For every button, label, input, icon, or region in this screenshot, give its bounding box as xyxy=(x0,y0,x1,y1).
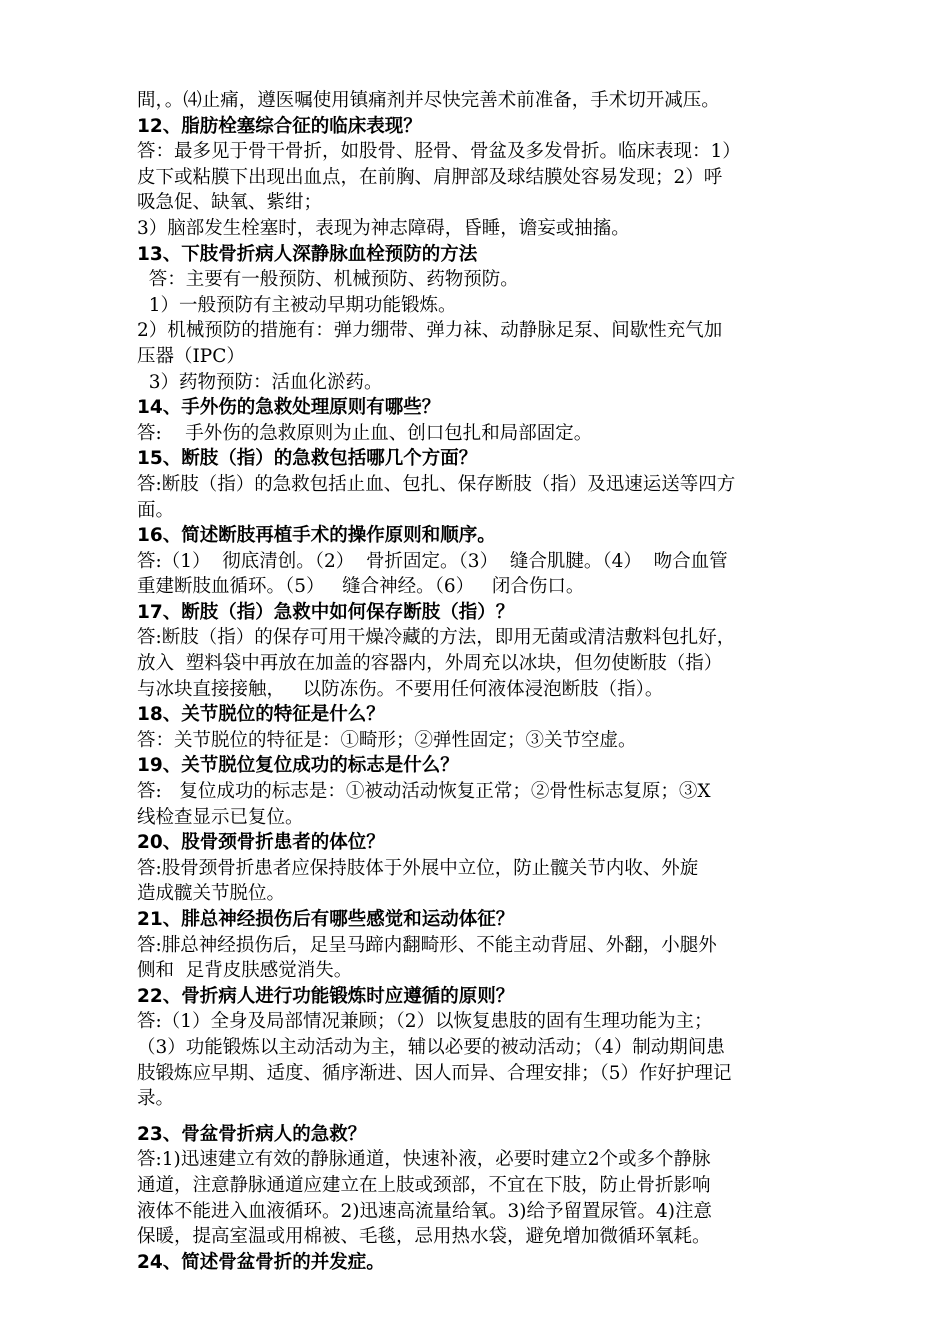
answer-line: 与冰块直接接触， 以防冻伤。不要用任何液体浸泡断肢（指）。 xyxy=(137,678,664,700)
answer-line: 答:腓总神经损伤后，足呈马蹄内翻畸形、不能主动背屈、外翻，小腿外 xyxy=(137,934,717,956)
answer-line: 肢锻炼应早期、适度、循序渐进、因人而异、合理安排；（5）作好护理记 xyxy=(137,1062,732,1084)
question-heading: 17、断肢（指）急救中如何保存断肢（指）？ xyxy=(137,601,515,623)
answer-line: 答:股骨颈骨折患者应保持肢体于外展中立位，防止髋关节内收、外旋 xyxy=(137,857,699,879)
answer-line: 压器（IPC） xyxy=(137,345,245,367)
answer-line: 吸急促、缺氧、紫绀； xyxy=(137,192,323,214)
question-heading: 20、股骨颈骨折患者的体位？ xyxy=(137,832,385,854)
document-page xyxy=(137,88,827,1275)
answer-line: 2）机械预防的措施有：弹力绷带、弹力袜、动静脉足泵、间歇性充气加 xyxy=(137,320,723,342)
answer-line: 录。 xyxy=(137,1088,175,1110)
question-heading: 14、手外伤的急救处理原则有哪些？ xyxy=(137,397,441,419)
answer-line: 通道，注意静脉通道应建立在上肢或颈部，不宜在下肢，防止骨折影响 xyxy=(137,1174,711,1196)
answer-line: 侧和 足背皮肤感觉消失。 xyxy=(137,960,353,982)
answer-line: 答：关节脱位的特征是：①畸形；②弹性固定；③关节空虚。 xyxy=(137,729,637,751)
answer-line: 重建断肢血循环。（5） 缝合神经。（6） 闭合伤口。 xyxy=(137,576,585,598)
answer-line: 面。 xyxy=(137,499,175,521)
answer-line: 皮下或粘膜下出现出血点，在前胸、肩胛部及球结膜处容易发现；2）呼 xyxy=(137,166,723,188)
question-heading: 19、关节脱位复位成功的标志是什么？ xyxy=(137,755,459,777)
answer-line: 答: 复位成功的标志是：①被动活动恢复正常；②骨性标志复原；③X xyxy=(137,781,711,803)
answer-line: 线检查显示已复位。 xyxy=(137,806,304,828)
answer-line: 答：最多见于骨干骨折，如股骨、胫骨、骨盆及多发骨折。临床表现：1） xyxy=(137,141,741,163)
answer-line: 答:（1）全身及局部情况兼顾；（2）以恢复患肢的固有生理功能为主； xyxy=(137,1011,713,1033)
question-heading: 18、关节脱位的特征是什么？ xyxy=(137,704,385,726)
question-heading: 22、骨折病人进行功能锻炼时应遵循的原则？ xyxy=(137,985,515,1007)
answer-line: 答:断肢（指）的急救包括止血、包扎、保存断肢（指）及迅速运送等四方 xyxy=(137,473,736,495)
answer-line: 答:1)迅速建立有效的静脉通道，快速补液，必要时建立2个或多个静脉 xyxy=(137,1149,711,1171)
answer-line: 3）药物预防：活血化淤药。 xyxy=(137,371,383,393)
answer-line: 答: 手外伤的急救原则为止血、创口包扎和局部固定。 xyxy=(137,422,593,444)
answer-line: 答:断肢（指）的保存可用干燥冷藏的方法，即用无菌或清洁敷料包扎好， xyxy=(137,627,736,649)
question-heading: 15、断肢（指）的急救包括哪几个方面？ xyxy=(137,448,478,470)
answer-line: 放入 塑料袋中再放在加盖的容器内，外周充以冰块，但勿使断肢（指） xyxy=(137,653,723,675)
paragraph-gap xyxy=(137,1112,827,1122)
question-heading: 23、骨盆骨折病人的急救？ xyxy=(137,1123,367,1145)
answer-line: 答:（1） 彻底清创。（2） 骨折固定。（3） 缝合肌腱。（4） 吻合血管 xyxy=(137,550,728,572)
answer-line: 答：主要有一般预防、机械预防、药物预防。 xyxy=(137,269,519,291)
answer-line: （3）功能锻炼以主动活动为主，辅以必要的被动活动；（4）制动期间患 xyxy=(137,1036,725,1058)
answer-line: 造成髋关节脱位。 xyxy=(137,883,286,905)
answer-line: 保暖，提高室温或用棉被、毛毯，忌用热水袋，避免增加微循环氧耗。 xyxy=(137,1226,711,1248)
question-heading: 12、脂肪栓塞综合征的临床表现？ xyxy=(137,115,422,137)
answer-line: 3）脑部发生栓塞时，表现为神志障碍，昏睡，谵妄或抽搐。 xyxy=(137,217,630,239)
question-heading: 13、下肢骨折病人深静脉血栓预防的方法 xyxy=(137,243,478,265)
question-heading: 21、腓总神经损伤后有哪些感觉和运动体征？ xyxy=(137,909,515,930)
answer-line: 間，。⑷止痛，遵医嘱使用镇痛剂并尽快完善术前准备，手术切开减压。 xyxy=(137,90,720,111)
answer-line: 液体不能进入血液循环。2)迅速高流量给氧。3)给予留置尿管。4)注意 xyxy=(137,1200,712,1222)
answer-line: 1）一般预防有主被动早期功能锻炼。 xyxy=(137,294,457,316)
question-heading: 24、简述骨盆骨折的并发症。 xyxy=(137,1251,385,1273)
question-heading: 16、简述断肢再植手术的操作原则和顺序。 xyxy=(137,525,496,547)
